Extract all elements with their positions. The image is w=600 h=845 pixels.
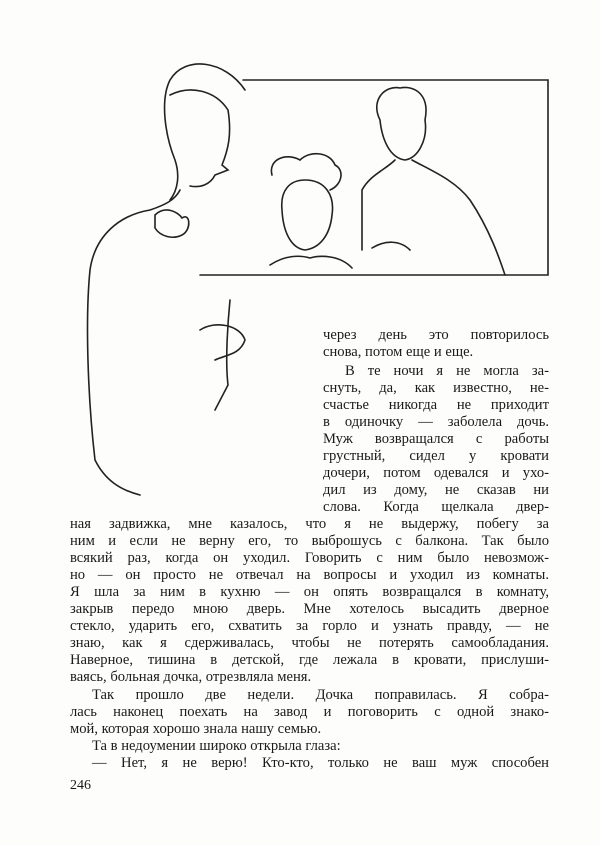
text-line: счастье никогда не приходит bbox=[323, 397, 549, 413]
page-number: 246 bbox=[70, 778, 91, 793]
text-line: ная задвижка, мне казалось, что я не выдержу, побегу за bbox=[70, 516, 549, 532]
illustration-frame bbox=[200, 80, 548, 275]
text-line: мой, которая хорошо знала нашу семью. bbox=[70, 721, 322, 737]
text-line: всякий раз, когда он уходил. Говорить с ним было невозмож- bbox=[70, 550, 549, 566]
text-line: Я шла за ним в кухню — он опять возвращался в комнату, bbox=[70, 584, 549, 600]
man-figure bbox=[362, 87, 505, 275]
text-line: В те ночи я не могла за- bbox=[345, 363, 549, 379]
text-line: снуть, да, как известно, не- bbox=[323, 380, 549, 396]
text-line: Так прошло две недели. Дочка поправилась. Я собра- bbox=[92, 687, 549, 703]
text-line: Муж возвращался с работы bbox=[323, 431, 549, 447]
text-line: — Нет, я не верю! Кто-кто, только не ваш муж способен bbox=[92, 755, 549, 771]
girl-figure bbox=[270, 154, 352, 268]
text-line: лась наконец поехать на завод и поговорить с одной знако- bbox=[70, 704, 549, 720]
text-line: снова, потом еще и еще. bbox=[323, 344, 474, 360]
text-line: слова. Когда щелкала двер- bbox=[323, 499, 549, 515]
text-line: стекло, ударить его, схватить за горло и узнать правду, — не bbox=[70, 618, 549, 634]
text-line: в одиночку — заболела дочь. bbox=[323, 414, 549, 430]
bow-icon bbox=[155, 210, 189, 237]
text-line: дил из дому, не сказав ни bbox=[323, 482, 549, 498]
text-line: но — он просто не отвечал на вопросы и уходил из комнаты. bbox=[70, 567, 549, 583]
text-line: закрыв передо мною дверь. Мне хотелось высадить дверное bbox=[70, 601, 549, 617]
text-line: дочери, потом одевался и ухо- bbox=[323, 465, 549, 481]
text-line: грустный, сидел у кровати bbox=[323, 448, 549, 464]
text-line: Та в недоумении широко открыла глаза: bbox=[92, 738, 341, 754]
text-line: ваясь, больная дочка, отрезвляла меня. bbox=[70, 669, 312, 685]
woman-figure bbox=[88, 64, 245, 495]
text-line: ним и если не верну его, то выброшусь с балкона. Так было bbox=[70, 533, 549, 549]
text-line: знаю, как я сдерживалась, чтобы не потерять самообладания. bbox=[70, 635, 549, 651]
text-line: через день это повторилось bbox=[323, 327, 549, 343]
text-line: Наверное, тишина в детской, где лежала в кровати, прислуши- bbox=[70, 652, 549, 668]
